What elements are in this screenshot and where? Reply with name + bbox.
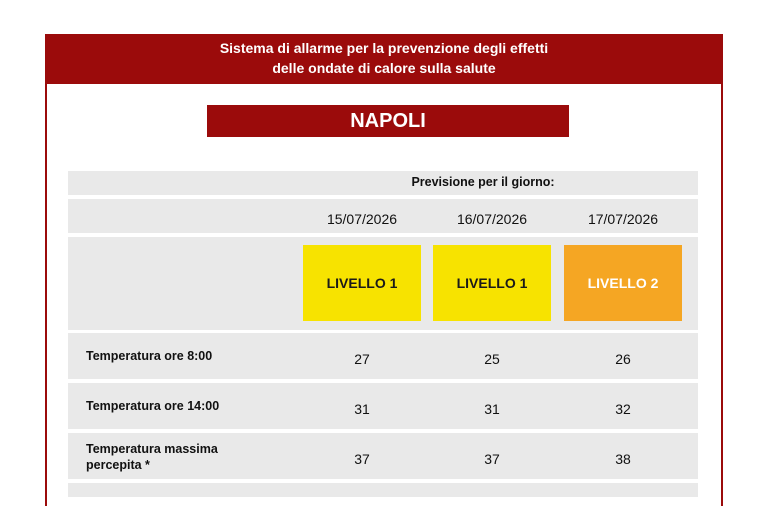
temp-8-day-3: 26 bbox=[615, 351, 631, 367]
table-row bbox=[68, 433, 698, 479]
date-day-1: 15/07/2026 bbox=[326, 211, 398, 227]
bulletin-header bbox=[47, 34, 721, 84]
levels-row bbox=[68, 237, 698, 330]
temp-14-day-1: 31 bbox=[354, 401, 370, 417]
row-label-temp-14: Temperatura ore 14:00 bbox=[86, 399, 220, 413]
dates-row bbox=[68, 199, 698, 233]
table-row bbox=[68, 333, 698, 379]
temp-14-day-2: 31 bbox=[484, 401, 500, 417]
temp-8-day-2: 25 bbox=[484, 351, 500, 367]
level-badge-day-1: LIVELLO 1 bbox=[303, 245, 421, 321]
forecast-header-row bbox=[68, 171, 698, 195]
temp-max-day-2: 37 bbox=[484, 451, 500, 467]
level-badge-day-2: LIVELLO 1 bbox=[433, 245, 551, 321]
temp-14-day-3: 32 bbox=[615, 401, 631, 417]
level-badge-day-3: LIVELLO 2 bbox=[564, 245, 682, 321]
temp-8-day-1: 27 bbox=[354, 351, 370, 367]
heatwave-bulletin bbox=[45, 34, 723, 506]
date-day-2: 16/07/2026 bbox=[456, 211, 528, 227]
header-line-2: delle ondate di calore sulla salute bbox=[272, 60, 496, 76]
date-day-3: 17/07/2026 bbox=[587, 211, 659, 227]
row-label-temp-8: Temperatura ore 8:00 bbox=[86, 349, 213, 363]
temp-max-day-3: 38 bbox=[615, 451, 631, 467]
temp-max-day-1: 37 bbox=[354, 451, 370, 467]
header-line-1: Sistema di allarme per la prevenzione degli effetti bbox=[219, 40, 549, 56]
forecast-label: Previsione per il giorno: bbox=[411, 175, 555, 189]
table-row bbox=[68, 383, 698, 429]
footer-row bbox=[68, 483, 698, 497]
row-label-temp-max: Temperatura massima percepita * bbox=[86, 442, 218, 472]
city-title: NAPOLI bbox=[207, 105, 569, 137]
